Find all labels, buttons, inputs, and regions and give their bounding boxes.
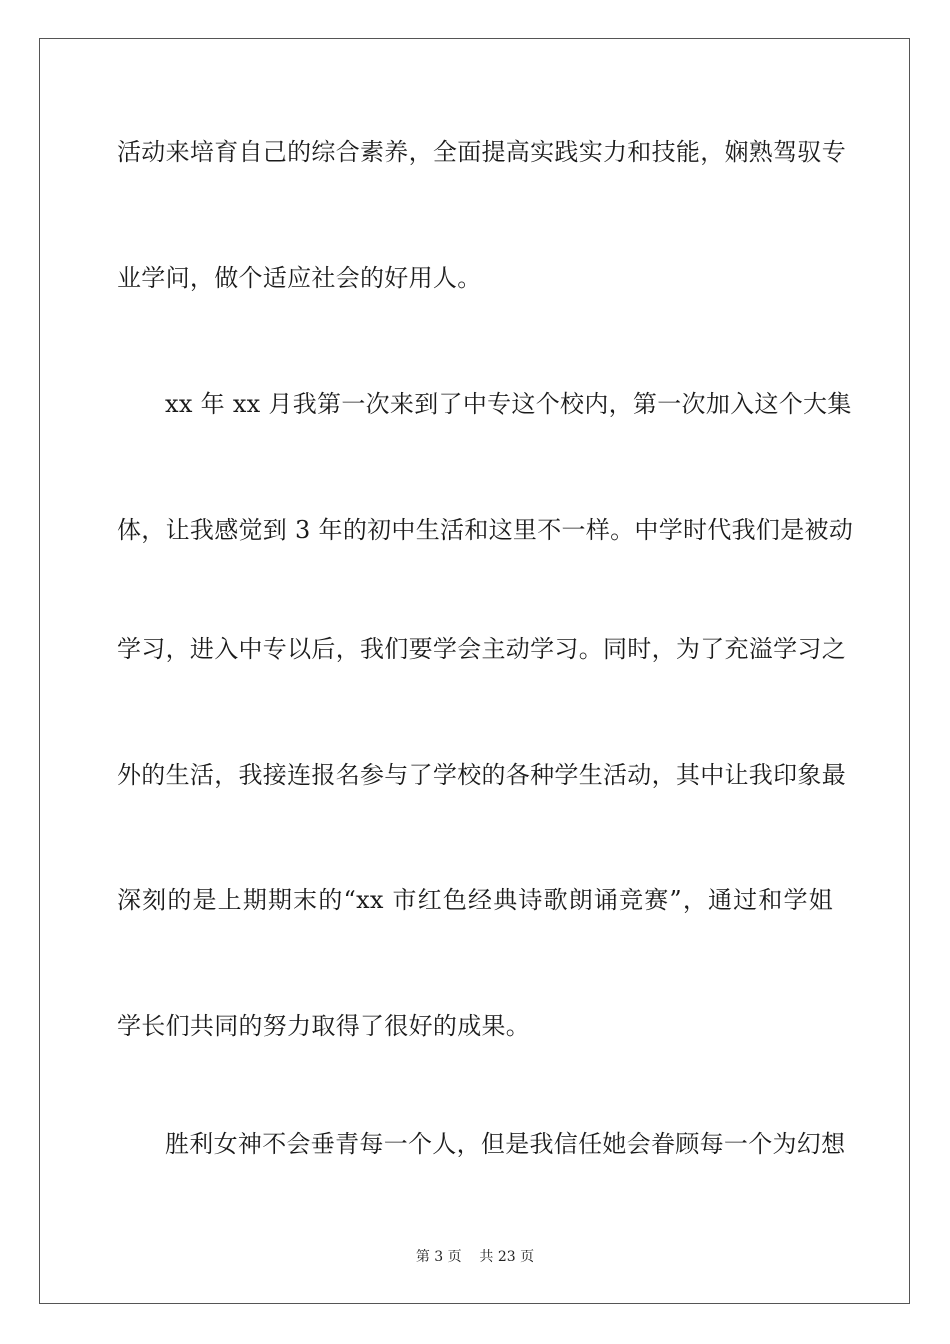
text-line: 学长们共同的努力取得了很好的成果。 [117,1012,531,1040]
page-number-footer: 第 3 页 共 23 页 [415,1249,535,1265]
text-line: 胜利女神不会垂青每一个人，但是我信任她会眷顾每一个为幻想 [165,1130,846,1158]
text-line: 体，让我感觉到 3 年的初中生活和这里不一样。中学时代我们是被动 [117,516,854,544]
text-line: xx 年 xx 月我第一次来到了中专这个校内，第一次加入这个大集 [165,390,852,418]
page-border [39,38,910,1304]
text-line: 活动来培育自己的综合素养，全面提高实践实力和技能，娴熟驾驭专 [117,138,846,166]
text-line: 学习，进入中专以后，我们要学会主动学习。同时，为了充溢学习之 [117,635,846,663]
text-line: 外的生活，我接连报名参与了学校的各种学生活动，其中让我印象最 [117,761,846,789]
text-line: 业学问，做个适应社会的好用人。 [117,264,482,292]
text-line: 深刻的是上期期末的“xx 市红色经典诗歌朗诵竞赛”，通过和学姐 [117,886,833,914]
